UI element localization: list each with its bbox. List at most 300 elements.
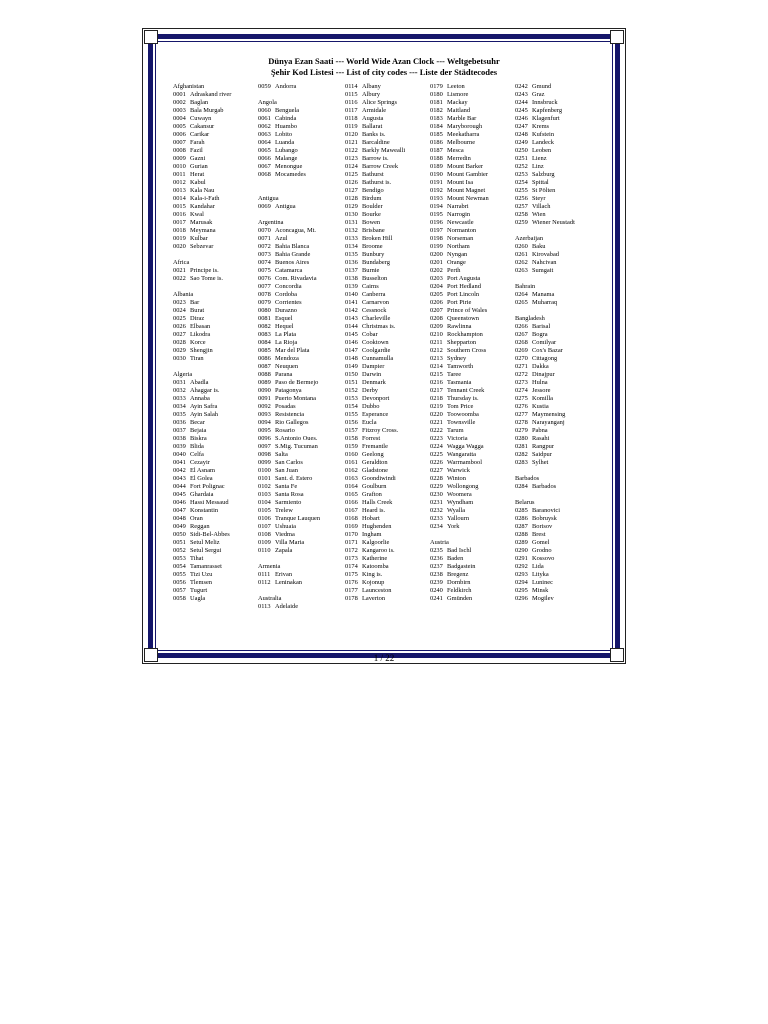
city-code-entry [173, 243, 259, 251]
city-name: Kojonup [362, 579, 385, 586]
city-name: Carnarvon [362, 299, 389, 306]
city-code-entry [515, 427, 601, 435]
city-code: 0058 [173, 595, 186, 602]
city-code: 0206 [430, 299, 443, 306]
city-code: 0035 [173, 411, 186, 418]
city-name: Tiran [190, 355, 204, 362]
city-code: 0183 [430, 115, 443, 122]
city-code: 0274 [515, 387, 528, 394]
city-name: Gurian [190, 163, 208, 170]
city-code: 0156 [345, 419, 358, 426]
city-name: Wangaratta [447, 451, 476, 458]
city-code: 0118 [345, 115, 358, 122]
city-code-entry [515, 187, 601, 195]
city-code: 0138 [345, 275, 358, 282]
city-code: 0128 [345, 195, 358, 202]
city-name: Abadla [190, 379, 209, 386]
city-code: 0092 [258, 403, 271, 410]
city-code: 0001 [173, 91, 186, 98]
city-name: Hulna [532, 379, 548, 386]
city-name: Bundaberg [362, 259, 390, 266]
city-name: Mount Magnet [447, 187, 486, 194]
city-code: 0273 [515, 379, 528, 386]
city-code: 0130 [345, 211, 358, 218]
city-name: Wiener Neustadt [532, 219, 575, 226]
heading-line-2: Şehir Kod Listesi --- List of city codes --- Liste der Städtecodes [270, 66, 498, 77]
city-code-entry [345, 195, 431, 203]
city-code: 0271 [515, 363, 528, 370]
city-code-entry [258, 315, 344, 323]
city-code: 0148 [345, 355, 358, 362]
city-name: Mendoza [275, 355, 299, 362]
city-name: Winton [447, 475, 466, 482]
city-code: 0007 [173, 139, 186, 146]
city-name: Fitzroy Cross. [362, 427, 399, 434]
city-name: Gazni [190, 155, 206, 162]
city-name: Cooktown [362, 339, 389, 346]
city-code-entry [430, 595, 516, 603]
city-name: Diraz [190, 315, 205, 322]
country-heading: Algeria [173, 371, 193, 378]
city-name: Kabul [190, 179, 206, 186]
city-code: 0088 [258, 371, 271, 378]
city-code: 0239 [430, 579, 443, 586]
city-name: Thursday is. [447, 395, 479, 402]
city-code: 0212 [430, 347, 443, 354]
city-code-entry [173, 91, 259, 99]
city-code: 0221 [430, 419, 443, 426]
city-code-entry [345, 131, 431, 139]
city-code-entry [345, 299, 431, 307]
city-code: 0107 [258, 523, 271, 530]
city-code: 0247 [515, 123, 528, 130]
code-column [515, 83, 601, 603]
city-code-entry [430, 123, 516, 131]
city-code-entry [173, 483, 259, 491]
city-code-entry [345, 235, 431, 243]
city-name: Coolgardie [362, 347, 391, 354]
city-name: Cobar [362, 331, 378, 338]
city-code-entry [430, 211, 516, 219]
city-name: Gladstone [362, 467, 388, 474]
city-code-entry [258, 499, 344, 507]
city-code: 0111 [258, 571, 271, 578]
city-code: 0205 [430, 291, 443, 298]
city-code-entry [173, 211, 259, 219]
city-code: 0189 [430, 163, 443, 170]
city-code-entry [173, 379, 259, 387]
city-name: Boulder [362, 203, 383, 210]
city-code-entry [515, 459, 601, 467]
city-code-entry [173, 131, 259, 139]
city-name: Viedma [275, 531, 295, 538]
city-code: 0229 [430, 483, 443, 490]
city-code-entry [345, 155, 431, 163]
city-code: 0048 [173, 515, 186, 522]
city-name: Lienz [532, 155, 547, 162]
city-code-entry [345, 547, 431, 555]
city-code: 0225 [430, 451, 443, 458]
city-code-entry [430, 435, 516, 443]
city-name: Broken Hill [362, 235, 393, 242]
city-name: Tom Price [447, 403, 474, 410]
city-name: Baden [447, 555, 464, 562]
city-name: Herat [190, 171, 205, 178]
city-code: 0160 [345, 451, 358, 458]
city-code: 0020 [173, 243, 186, 250]
city-code: 0074 [258, 259, 271, 266]
city-name: Farah [190, 139, 205, 146]
city-code-entry [430, 507, 516, 515]
city-code-entry [258, 235, 344, 243]
city-name: Adraskand river [190, 91, 232, 98]
city-code: 0280 [515, 435, 528, 442]
city-name: Tlemsen [190, 579, 213, 586]
city-code-entry [173, 155, 259, 163]
city-name: Ushuaia [275, 523, 296, 530]
city-name: Bowen [362, 219, 381, 226]
city-code: 0261 [515, 251, 528, 258]
city-code-entry [173, 115, 259, 123]
city-name: Lubango [275, 147, 298, 154]
city-name: Katoomba [362, 563, 389, 570]
city-code-entry [173, 419, 259, 427]
city-name: Maitland [447, 107, 471, 114]
city-name: Devonport [362, 395, 390, 402]
city-code-entry [430, 91, 516, 99]
city-name: Bahia Grande [275, 251, 311, 258]
city-code-entry [173, 587, 259, 595]
city-code-entry [345, 267, 431, 275]
city-code-entry [430, 275, 516, 283]
city-code: 0053 [173, 555, 186, 562]
city-name: Huambo [275, 123, 298, 130]
city-code: 0009 [173, 155, 186, 162]
city-code: 0216 [430, 379, 443, 386]
city-code: 0108 [258, 531, 271, 538]
city-name: Becar [190, 419, 205, 426]
city-code: 0077 [258, 283, 271, 290]
city-code-entry [515, 395, 601, 403]
city-code: 0070 [258, 227, 271, 234]
city-code: 0232 [430, 507, 443, 514]
city-name: Melbourne [447, 139, 476, 146]
city-name: Cuwayn [190, 115, 212, 122]
city-code-entry [345, 395, 431, 403]
city-code-entry [515, 195, 601, 203]
city-name: Setul Meliz [190, 539, 220, 546]
city-code-entry [430, 195, 516, 203]
city-code-entry [345, 251, 431, 259]
code-column [345, 83, 431, 603]
city-code-entry [258, 531, 344, 539]
city-code-entry [345, 443, 431, 451]
city-code: 0112 [258, 579, 271, 586]
city-code-entry [515, 371, 601, 379]
city-name: Tamworth [447, 363, 474, 370]
city-name: Uagla [190, 595, 206, 602]
city-code: 0248 [515, 131, 528, 138]
city-code: 0228 [430, 475, 443, 482]
city-name: Sarmiento [275, 499, 302, 506]
city-code: 0017 [173, 219, 186, 226]
city-code: 0219 [430, 403, 443, 410]
city-code: 0215 [430, 371, 443, 378]
city-code-entry [430, 267, 516, 275]
city-code: 0169 [345, 523, 358, 530]
city-name: Tarum [447, 427, 464, 434]
city-code: 0133 [345, 235, 358, 242]
spacer [173, 251, 259, 259]
city-name: Luanda [275, 139, 295, 146]
city-name: Christmas is. [362, 323, 396, 330]
city-code: 0051 [173, 539, 186, 546]
city-name: Posadas [275, 403, 296, 410]
city-code-entry [173, 523, 259, 531]
city-code: 0147 [345, 347, 358, 354]
city-code: 0262 [515, 259, 528, 266]
city-name: Marble Bar [447, 115, 477, 122]
city-code: 0023 [173, 299, 186, 306]
city-name: Port Hedland [447, 283, 481, 290]
city-code: 0192 [430, 187, 443, 194]
city-code-entry [430, 299, 516, 307]
city-name: Yallourn [447, 515, 470, 522]
city-name: Augusta [362, 115, 384, 122]
spacer [515, 307, 601, 315]
city-code-entry [345, 403, 431, 411]
city-code-entry [515, 219, 601, 227]
city-code-entry [173, 467, 259, 475]
city-code-entry [430, 555, 516, 563]
city-code: 0084 [258, 339, 271, 346]
city-name: Mount Gambier [447, 171, 488, 178]
spacer [173, 363, 259, 371]
city-code: 0123 [345, 155, 358, 162]
city-code-entry [258, 339, 344, 347]
city-name: Hughenden [362, 523, 392, 530]
city-code-entry [515, 155, 601, 163]
city-code-entry [173, 435, 259, 443]
city-code-entry [258, 419, 344, 427]
city-code: 0171 [345, 539, 358, 546]
city-code-entry [345, 315, 431, 323]
city-code: 0089 [258, 379, 271, 386]
city-code-entry [258, 467, 344, 475]
city-code-entry [173, 147, 259, 155]
city-code: 0267 [515, 331, 528, 338]
city-code-entry [430, 235, 516, 243]
city-name: Tasmania [447, 379, 472, 386]
city-code: 0005 [173, 123, 186, 130]
city-code: 0162 [345, 467, 358, 474]
document-page [142, 28, 626, 664]
city-name: Paso de Bermejo [275, 379, 319, 386]
city-name: Maryborough [447, 123, 483, 130]
city-name: Cittagong [532, 355, 558, 362]
city-code: 0278 [515, 419, 528, 426]
city-code-entry [515, 355, 601, 363]
city-code-entry [430, 331, 516, 339]
city-code-entry [345, 459, 431, 467]
city-code-entry [258, 139, 344, 147]
city-code: 0042 [173, 467, 186, 474]
city-name: Dubbo [362, 403, 380, 410]
city-name: Busselton [362, 275, 388, 282]
city-name: Ingham [362, 531, 382, 538]
city-code-entry [258, 155, 344, 163]
city-name: Bogra [532, 331, 548, 338]
city-name: Muharraq [532, 299, 558, 306]
country-heading: Angola [258, 99, 277, 106]
city-name: Bourke [362, 211, 381, 218]
city-code: 0286 [515, 515, 528, 522]
city-name: Bar [190, 299, 200, 306]
city-code: 0100 [258, 467, 271, 474]
city-code: 0163 [345, 475, 358, 482]
city-name: Konstantin [190, 507, 219, 514]
city-name: Northam [447, 243, 470, 250]
city-code-entry [515, 531, 601, 539]
city-name: Sylhet [532, 459, 549, 466]
city-code-entry [345, 187, 431, 195]
city-code-entry [430, 115, 516, 123]
city-code-entry [430, 395, 516, 403]
city-code-entry [515, 411, 601, 419]
city-code-entry [258, 483, 344, 491]
city-name: Normanton [447, 227, 477, 234]
city-name: Klagenfurt [532, 115, 560, 122]
city-code: 0124 [345, 163, 358, 170]
city-name: Merredin [447, 155, 471, 162]
city-code: 0082 [258, 323, 271, 330]
city-code-entry [430, 259, 516, 267]
city-name: Prince of Wales [447, 307, 488, 314]
city-name: Geraldton [362, 459, 388, 466]
city-code-entry [345, 211, 431, 219]
city-name: Lismore [447, 91, 469, 98]
city-name: Sumgait [532, 267, 554, 274]
city-code: 0109 [258, 539, 271, 546]
city-code: 0201 [430, 259, 443, 266]
city-code-entry [173, 555, 259, 563]
city-code-entry [430, 515, 516, 523]
city-name: Tugurt [190, 587, 208, 594]
city-name: Korce [190, 339, 206, 346]
city-code: 0025 [173, 315, 186, 322]
city-code: 0258 [515, 211, 528, 218]
city-code-entry [345, 491, 431, 499]
city-code-entry [173, 123, 259, 131]
spacer [173, 283, 259, 291]
city-name: Lityka [532, 571, 549, 578]
city-code: 0217 [430, 387, 443, 394]
city-code: 0214 [430, 363, 443, 370]
city-name: Port Augusta [447, 275, 481, 282]
city-code-entry [258, 323, 344, 331]
city-name: Ghardaia [190, 491, 214, 498]
city-code: 0078 [258, 291, 271, 298]
corner-ornament-top-right [610, 30, 624, 44]
city-code: 0202 [430, 267, 443, 274]
city-name: Biskra [190, 435, 207, 442]
city-name: Santa Rosa [275, 491, 304, 498]
city-name: Wyndham [447, 499, 474, 506]
city-name: Tennant Creek [447, 387, 485, 394]
city-name: Rawlinna [447, 323, 472, 330]
city-name: Cordoba [275, 291, 298, 298]
city-code-entry [258, 395, 344, 403]
city-name: Queenstown [447, 315, 479, 322]
city-code: 0227 [430, 467, 443, 474]
city-name: Oran [190, 515, 203, 522]
city-code-entry [258, 379, 344, 387]
city-name: Taree [447, 371, 462, 378]
city-code-entry [173, 299, 259, 307]
city-code: 0257 [515, 203, 528, 210]
spacer [515, 275, 601, 283]
city-code: 0211 [430, 339, 443, 346]
city-code: 0159 [345, 443, 358, 450]
city-code-entry [430, 187, 516, 195]
city-name: Feldkirch [447, 587, 472, 594]
city-code: 0263 [515, 267, 528, 274]
city-code: 0101 [258, 475, 271, 482]
city-code-entry [515, 563, 601, 571]
country-heading: Bangladesh [515, 315, 545, 322]
city-name: Saidpur [532, 451, 552, 458]
city-name: Corrientes [275, 299, 302, 306]
city-name: Mocamedes [275, 171, 306, 178]
city-name: Southern Cross [447, 347, 487, 354]
city-name: Bahia Blanca [275, 243, 310, 250]
spacer [258, 91, 344, 99]
city-code: 0265 [515, 299, 528, 306]
city-code: 0243 [515, 91, 528, 98]
city-code: 0181 [430, 99, 443, 106]
city-code: 0066 [258, 155, 271, 162]
city-code-entry [258, 547, 344, 555]
city-code-entry [345, 99, 431, 107]
city-code-entry [173, 355, 259, 363]
city-code: 0016 [173, 211, 186, 218]
city-code-entry [345, 467, 431, 475]
city-code: 0222 [430, 427, 443, 434]
city-code-entry [173, 459, 259, 467]
city-name: Leninakan [275, 579, 302, 586]
city-code-entry [173, 507, 259, 515]
city-code-entry [430, 483, 516, 491]
city-code: 0145 [345, 331, 358, 338]
city-name: Barisal [532, 323, 551, 330]
city-code: 0050 [173, 531, 186, 538]
city-code-entry [430, 83, 516, 91]
city-name: Esperance [362, 411, 389, 418]
city-code: 0060 [258, 107, 271, 114]
city-code-entry [430, 387, 516, 395]
city-code-entry [258, 603, 344, 611]
city-code-entry [345, 219, 431, 227]
city-code: 0065 [258, 147, 271, 154]
city-code-entry [430, 323, 516, 331]
city-name: Dinajpur [532, 371, 555, 378]
city-code: 0208 [430, 315, 443, 322]
city-name: La Plata [275, 331, 297, 338]
heading-line-1: Dünya Ezan Saati --- World Wide Azan Clock --- Weltgebetsuhr [268, 56, 500, 66]
city-code-entry [345, 555, 431, 563]
city-code-entry [430, 523, 516, 531]
city-code: 0294 [515, 579, 528, 586]
